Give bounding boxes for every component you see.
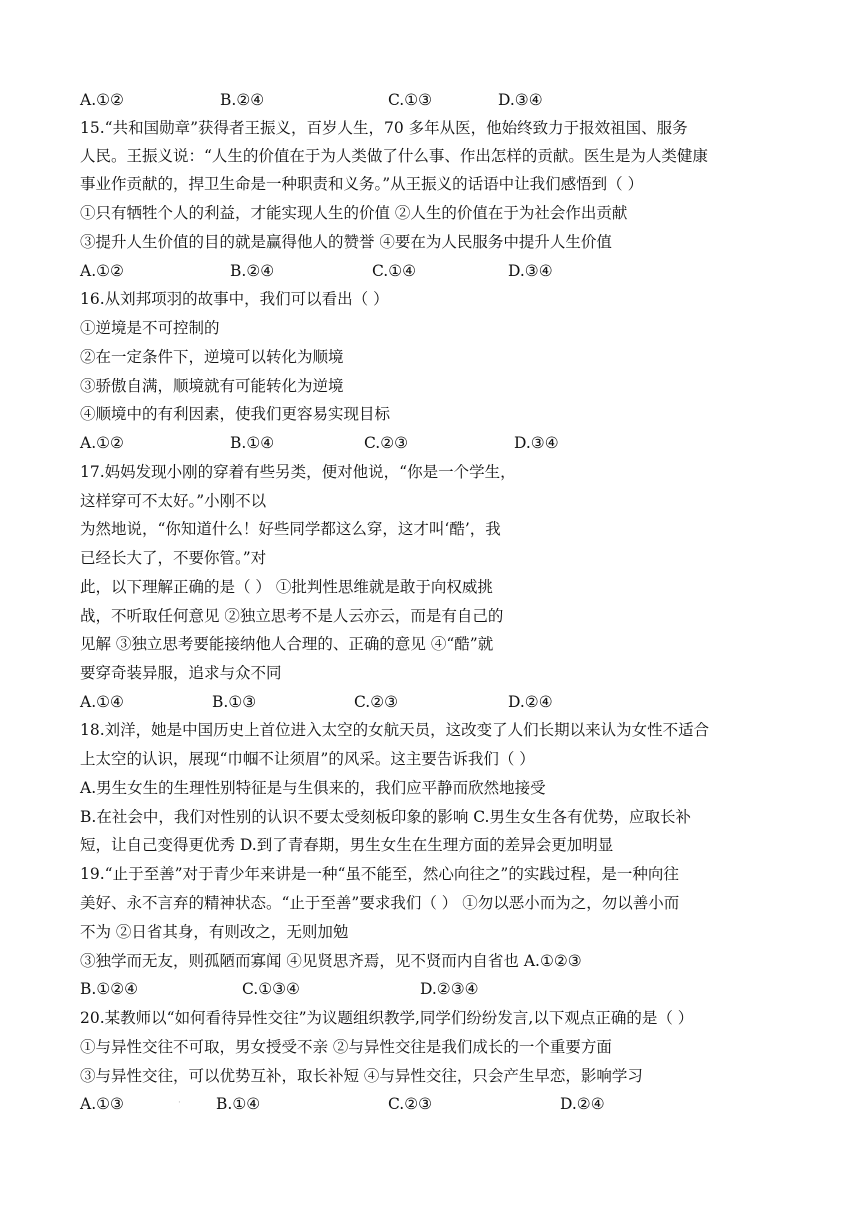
q19-options (80, 979, 800, 999)
q15-options (80, 261, 800, 281)
q20-option-b: B.①④ (216, 1095, 261, 1113)
q18-option-line: A.男生女生的生理性别特征是与生俱来的，我们应平静而欣然地接受 (80, 779, 546, 797)
q15-option-d: D.③④ (508, 262, 553, 280)
q15-option-a: A.①② (80, 262, 124, 280)
q15-statement-line: ①只有牺牲个人的利益，才能实现人生的价值 ②人生的价值在于为社会作出贡献 (80, 204, 628, 222)
q19-option-c: C.①③④ (242, 980, 300, 998)
q17-stem-line: 17.妈妈发现小刚的穿着有些另类，便对他说，“你是一个学生， (80, 463, 516, 481)
q19-stem-line: 美好、永不言弃的精神状态。“止于至善”要求我们（ ） ①勿以恶小而为之，勿以善小而 (80, 894, 680, 912)
q17-statement-line: 要穿奇装异服，追求与众不同 (80, 664, 282, 682)
q20-statement-line: ①与异性交往不可取，男女授受不亲 ②与异性交往是我们成长的一个重要方面 (80, 1038, 612, 1056)
q19-option-b: B.①②④ (80, 980, 139, 998)
q20-options (80, 1094, 800, 1114)
q15-statement-line: ③提升人生价值的目的就是赢得他人的赞誉 ④要在为人民服务中提升人生价值 (80, 233, 612, 251)
q19-option-d: D.②③④ (420, 980, 479, 998)
q19-stem-line: 19.“止于至善”对于青少年来讲是一种“虽不能至，然心向往之”的实践过程，是一种向往 (80, 865, 679, 883)
q16-option-b: B.①④ (230, 434, 275, 452)
q20-option-c: C.②③ (388, 1095, 433, 1113)
q20-option-a: A.①③ (80, 1095, 124, 1113)
q17-statement-line: 见解 ③独立思考要能接纳他人合理的、正确的意见 ④“酷”就 (80, 635, 494, 653)
q15-option-b: B.②④ (230, 262, 275, 280)
q16-option-a: A.①② (80, 434, 124, 452)
q17-options (80, 692, 800, 712)
q18-stem-line: 18.刘洋，她是中国历史上首位进入太空的女航天员，这改变了人们长期以来认为女性不适合 (80, 721, 710, 739)
q16-stem-line: 16.从刘邦项羽的故事中，我们可以看出（ ） (80, 290, 389, 308)
q14-option-a: A.①② (80, 91, 124, 109)
q16-statement-line: ②在一定条件下，逆境可以转化为顺境 (80, 348, 344, 366)
q15-option-c: C.①④ (372, 262, 417, 280)
q17-stem-line: 为然地说，“你知道什么！好些同学都这么穿，这才叫‘酷’，我 (80, 520, 501, 538)
q16-statement-line: ④顺境中的有利因素，使我们更容易实现目标 (80, 405, 391, 423)
q15-stem-line: 15.“共和国勋章”获得者王振义，百岁人生，70 多年从医，他始终致力于报效祖国、服务 (80, 119, 688, 137)
scan-speck: · (178, 1098, 181, 1108)
q17-option-c: C.②③ (354, 693, 399, 711)
q17-stem-line: 此，以下理解正确的是（ ） ①批判性思维就是敢于向权威挑 (80, 578, 493, 596)
q17-stem-line: 这样穿可不太好。”小刚不以 (80, 492, 267, 510)
q16-option-d: D.③④ (514, 434, 559, 452)
q17-stem-line: 已经长大了，不要你管。”对 (80, 549, 267, 567)
q20-statement-line: ③与异性交往，可以优势互补，取长补短 ④与异性交往，只会产生早恋，影响学习 (80, 1067, 643, 1085)
q20-stem-line: 20.某教师以“如何看待异性交往”为议题组织教学,同学们纷纷发言,以下观点正确的是（ ） (80, 1009, 694, 1027)
q15-stem-line: 事业作贡献的，捍卫生命是一种职责和义务。”从王振义的话语中让我们感悟到（ ） (80, 175, 644, 193)
q14-options (80, 90, 800, 110)
q14-option-c: C.①③ (388, 91, 433, 109)
q19-statement-line: 不为 ②日省其身，有则改之，无则加勉 (80, 923, 349, 941)
q20-option-d: D.②④ (560, 1095, 605, 1113)
q17-option-b: B.①③ (212, 693, 257, 711)
q14-option-b: B.②④ (220, 91, 265, 109)
q16-statement-line: ③骄傲自满，顺境就有可能转化为逆境 (80, 377, 344, 395)
q16-statement-line: ①逆境是不可控制的 (80, 319, 220, 337)
q19-statement-line: ③独学而无友，则孤陋而寡闻 ④见贤思齐焉，见不贤而内自省也 A.①②③ (80, 952, 582, 970)
q15-stem-line: 人民。王振义说：“人生的价值在于为人类做了什么事、作出怎样的贡献。医生是为人类健康 (80, 147, 708, 165)
q14-option-d: D.③④ (498, 91, 543, 109)
q16-option-c: C.②③ (364, 434, 409, 452)
q16-options (80, 433, 800, 453)
q17-option-d: D.②④ (508, 693, 553, 711)
q17-statement-line: 战，不听取任何意见 ②独立思考不是人云亦云，而是有自己的 (80, 607, 504, 625)
q18-stem-line: 上太空的认识，展现“巾帼不让须眉”的风采。这主要告诉我们（ ） (80, 750, 535, 768)
q17-option-a: A.①④ (80, 693, 124, 711)
q18-option-line: B.在社会中，我们对性别的认识不要太受刻板印象的影响 C.男生女生各有优势，应取长补 (80, 808, 691, 826)
q18-option-line: 短，让自己变得更优秀 D.到了青春期，男生女生在生理方面的差异会更加明显 (80, 836, 614, 854)
